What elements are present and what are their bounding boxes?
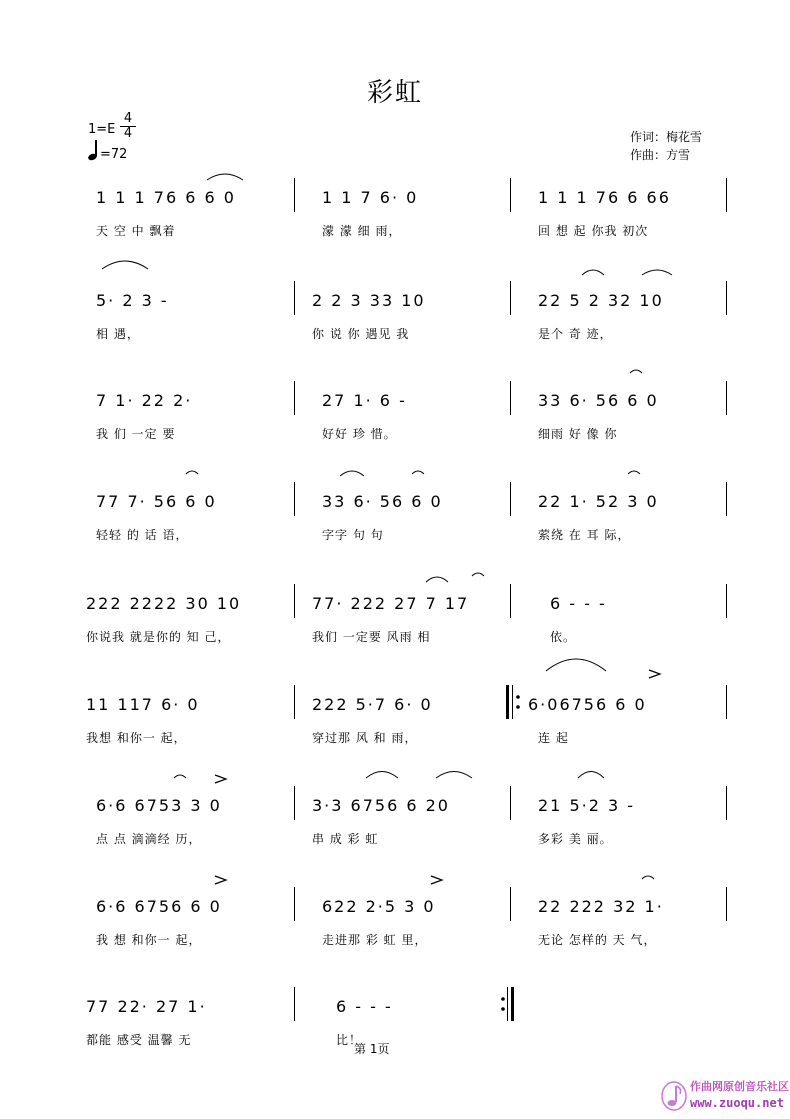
barline	[510, 381, 511, 415]
barline	[294, 178, 295, 212]
barline	[510, 786, 511, 820]
music-note-logo-icon	[660, 1078, 688, 1114]
lyricist-credit: 作词：梅花雪	[630, 130, 703, 144]
score-row-9	[80, 987, 730, 1067]
time-signature	[120, 112, 136, 141]
barline	[726, 685, 727, 719]
music-measure: 22 222 32 1·	[538, 897, 664, 916]
lyric-text: 回 想 起 你我 初次	[538, 224, 649, 238]
barline	[294, 887, 295, 921]
lyric-text: 你说我 就是你的 知 己，	[86, 630, 231, 644]
music-measure: 77 7· 56 6 0	[96, 492, 217, 511]
barline	[510, 178, 511, 212]
barline	[726, 482, 727, 516]
slur-mark	[338, 468, 366, 478]
music-measure: 33 6· 56 6 0	[538, 391, 659, 410]
barline	[510, 887, 511, 921]
music-measure: 7 1· 22 2·	[96, 391, 193, 410]
music-measure: 6·6 6756 6 0	[96, 897, 222, 916]
slur-mark	[626, 468, 642, 476]
music-measure: 6 - - -	[336, 997, 393, 1016]
lyric-text: 字字 句 句	[322, 528, 384, 542]
lyric-text: 轻轻 的 话 语，	[96, 528, 189, 542]
repeat-end-sign	[500, 987, 516, 1021]
lyric-text: 濛 濛 细 雨，	[322, 224, 402, 238]
barline	[294, 381, 295, 415]
lyric-text: 点 点 滴滴经 历，	[96, 832, 202, 846]
slur-mark	[640, 267, 674, 277]
time-signature-top: 4	[123, 111, 133, 126]
barline	[294, 786, 295, 820]
barline	[726, 178, 727, 212]
lyric-text: 是个 奇 迹，	[538, 327, 613, 341]
barline	[726, 786, 727, 820]
music-measure: 622 2·5 3 0	[322, 897, 436, 916]
music-measure: 1 1 1 76 6 6 0	[96, 188, 236, 207]
music-measure: 21 5·2 3 -	[538, 796, 636, 815]
slur-mark	[628, 367, 644, 375]
accent-mark	[214, 774, 228, 784]
lyric-text: 多彩 美 丽。	[538, 832, 613, 846]
lyric-text: 我 想 和你一 起，	[96, 933, 202, 947]
lyric-text: 你 说 你 遇见 我	[312, 327, 410, 341]
score-row-1	[80, 178, 730, 258]
lyric-text: 我 们 一定 要	[96, 427, 176, 441]
music-measure: 222 5·7 6· 0	[312, 695, 433, 714]
lyric-text: 走进那 彩 虹 里，	[322, 933, 428, 947]
music-measure: 6·6 6753 3 0	[96, 796, 222, 815]
barline	[510, 281, 511, 315]
lyric-text: 串 成 彩 虹	[312, 832, 379, 846]
slur-mark	[576, 768, 606, 780]
key-signature: 1=E	[88, 122, 116, 137]
barline	[294, 584, 295, 618]
barline	[726, 281, 727, 315]
barline	[510, 584, 511, 618]
watermark-url[interactable]: www.zuoqu.net	[690, 1096, 784, 1110]
lyric-text: 连 起	[538, 731, 569, 745]
lyric-text: 萦绕 在 耳 际，	[538, 528, 631, 542]
barline	[294, 987, 295, 1021]
slur-mark	[580, 267, 606, 277]
barline	[294, 281, 295, 315]
slur-mark	[544, 655, 608, 673]
music-measure: 22 1· 52 3 0	[538, 492, 659, 511]
watermark-title: 作曲网原创音乐社区	[690, 1080, 789, 1093]
music-measure: 6 - - -	[550, 594, 607, 613]
music-measure: 2 2 3 33 10	[312, 291, 426, 310]
slur-mark	[434, 768, 474, 780]
score-row-2	[80, 281, 730, 361]
barline	[294, 482, 295, 516]
music-measure: 77· 222 27 7 17	[312, 594, 470, 613]
music-measure: 77 22· 27 1·	[86, 997, 207, 1016]
quarter-note-icon	[88, 140, 98, 162]
repeat-start-sign	[504, 685, 524, 719]
lyric-text: 细雨 好 像 你	[538, 427, 618, 441]
slur-mark	[364, 768, 400, 780]
slur-mark	[100, 257, 150, 271]
music-measure: 27 1· 6 -	[322, 391, 407, 410]
lyric-text: 我想 和你一 起，	[86, 731, 187, 745]
accent-mark	[648, 669, 662, 679]
slur-mark	[470, 570, 486, 578]
music-measure: 6·06756 6 0	[528, 695, 647, 714]
slur-mark	[424, 574, 450, 584]
score-row-8	[80, 887, 730, 967]
lyric-text: 天 空 中 飘着	[96, 224, 176, 238]
tempo-marking	[88, 140, 127, 162]
score-row-7	[80, 786, 730, 866]
music-measure: 1 1 7 6· 0	[322, 188, 419, 207]
page-title: 彩虹	[366, 78, 423, 108]
music-measure: 5· 2 3 -	[96, 291, 169, 310]
accent-mark	[430, 875, 444, 885]
music-measure: 1 1 1 76 6 66	[538, 188, 671, 207]
lyric-text: 都能 感受 温馨 无	[86, 1033, 192, 1047]
barline	[726, 887, 727, 921]
barline	[726, 381, 727, 415]
time-signature-bottom: 4	[120, 126, 136, 141]
score-row-3	[80, 381, 730, 461]
lyric-text: 我们 一定要 风雨 相	[312, 630, 431, 644]
score-row-6	[80, 685, 730, 765]
tempo-value: =72	[100, 147, 128, 162]
lyric-text: 穿过那 风 和 雨，	[312, 731, 418, 745]
music-measure: 3·3 6756 6 20	[312, 796, 450, 815]
slur-mark	[410, 468, 426, 476]
lyric-text: 相 遇，	[96, 327, 140, 341]
barline	[726, 584, 727, 618]
slur-mark	[640, 873, 656, 881]
slur-mark	[184, 468, 200, 476]
barline	[294, 685, 295, 719]
score-row-4	[80, 482, 730, 562]
slur-mark	[205, 170, 245, 182]
music-measure: 33 6· 56 6 0	[322, 492, 443, 511]
music-measure: 22 5 2 32 10	[538, 291, 664, 310]
music-measure: 222 2222 30 10	[86, 594, 242, 613]
site-watermark[interactable]	[660, 1078, 789, 1114]
lyric-text: 比！	[336, 1033, 363, 1047]
composer-credit: 作曲：方雪	[630, 148, 691, 162]
music-measure: 11 117 6· 0	[86, 695, 200, 714]
score-row-5	[80, 584, 730, 664]
barline	[510, 482, 511, 516]
lyric-text: 依。	[550, 630, 577, 644]
slur-mark	[172, 772, 188, 780]
page-number: 第 1页	[354, 1042, 390, 1056]
accent-mark	[214, 875, 228, 885]
lyric-text: 无论 怎样的 天 气，	[538, 933, 657, 947]
lyric-text: 好好 珍 惜。	[322, 427, 397, 441]
